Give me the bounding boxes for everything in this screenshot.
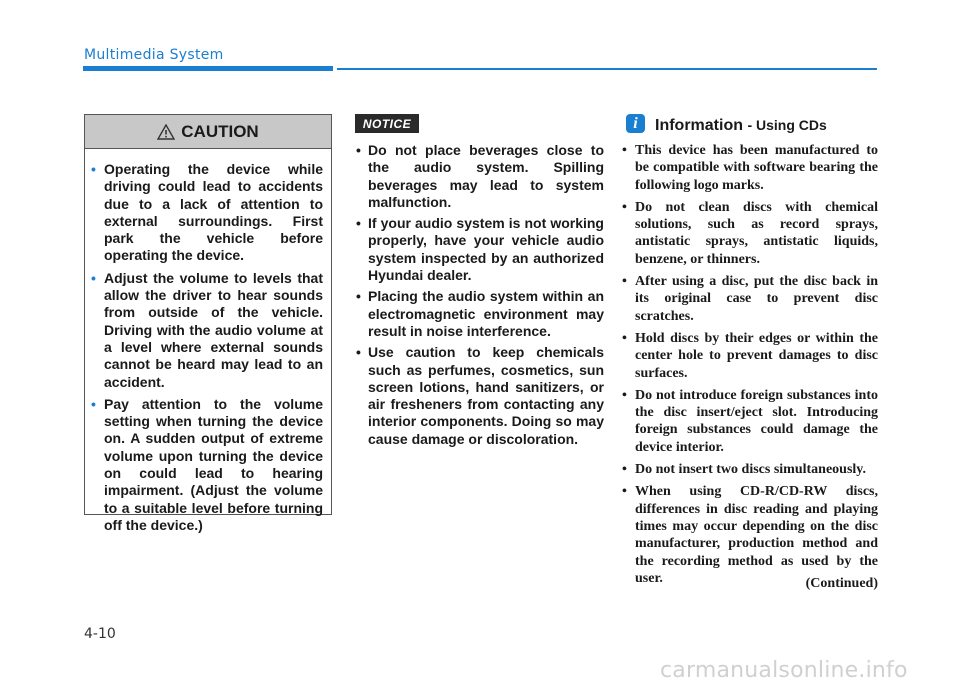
info-item: • After using a disc, put the disc back in its original case to prevent disc scratches. <box>622 274 878 324</box>
bullet-icon: • <box>91 395 96 412</box>
bullet-icon: • <box>622 330 627 346</box>
caution-list <box>85 149 331 534</box>
notice-item: • Do not place beverages close to the audio system. Spilling beverages may lead to system malfunction. <box>356 142 604 210</box>
caution-item: • Adjust the volume to levels that allow the driver to hear sounds from outside of the vehicle. Driving with the audio volume at a level where external sounds cannot be heard may lead to an accident. <box>91 269 323 390</box>
info-item: • Hold discs by their edges or within the center hole to prevent damages to disc surfaces. <box>622 330 878 381</box>
caution-label: CAUTION <box>181 121 259 141</box>
page-number: 4-10 <box>84 626 116 642</box>
caution-header <box>85 115 331 149</box>
bullet-icon: • <box>356 344 361 361</box>
bullet-icon: • <box>622 484 627 500</box>
header-bar-right <box>337 68 877 70</box>
bullet-icon: • <box>622 199 627 215</box>
notice-badge: NOTICE <box>355 114 419 133</box>
info-icon: i <box>626 114 645 133</box>
bullet-icon: • <box>622 387 627 403</box>
info-item: • This device has been manufactured to be compatible with software bearing the following logo marks. <box>622 143 878 193</box>
bullet-icon: • <box>356 288 361 305</box>
bullet-icon: • <box>622 462 627 478</box>
watermark: carmanualsonline.info <box>660 658 908 683</box>
bullet-icon: • <box>622 143 627 158</box>
bullet-icon: • <box>91 161 96 177</box>
notice-item: • If your audio system is not working properly, have your vehicle audio system inspected by an authorized Hyundai dealer. <box>356 215 604 284</box>
caution-box <box>84 114 332 533</box>
info-item: • Do not introduce foreign substances into the disc insert/eject slot. Introducing foreign substances could damage the device interior. <box>622 387 878 455</box>
caution-item: • Operating the device while driving could lead to accidents due to a lack of attention to external surroundings. First park the vehicle before operating the device. <box>91 161 323 264</box>
header-title: Multimedia System <box>84 47 224 63</box>
bullet-icon: • <box>91 269 96 286</box>
notice-item: • Use caution to keep chemicals such as perfumes, cosmetics, sun screen lotions, hand sanitizers, or air fresheners from contacting any interior components. Doing so may cause damage or discoloration. <box>356 344 604 447</box>
info-list <box>622 142 878 592</box>
notice-list <box>356 142 604 452</box>
info-item: • Do not insert two discs simultaneously. <box>622 462 867 478</box>
bullet-icon: • <box>356 215 361 232</box>
bullet-icon: • <box>622 274 627 290</box>
info-item: • Do not clean discs with chemical solutions, such as record sprays, antistatic sprays, antistatic liquids, benzene, or thinners. <box>622 199 878 267</box>
continued-label: (Continued) <box>805 576 878 591</box>
bullet-icon: • <box>356 142 361 158</box>
info-item: • When using CD-R/CD-RW discs, differences in disc reading and playing times may occur depending on the disc manufacturer, production method and the recording method as used by the user. <box>622 484 878 586</box>
header-bar-left <box>83 66 333 71</box>
warning-triangle-icon <box>157 124 175 140</box>
notice-item: • Placing the audio system within an electromagnetic environment may result in noise interference. <box>356 288 604 339</box>
info-title: Information - Using CDs <box>655 117 827 134</box>
caution-item: • Pay attention to the volume setting when turning the device on. A sudden output of extreme volume upon turning the device on could lead to hearing impairment. (Adjust the volume to a suitable level before turning off the device.) <box>91 395 323 533</box>
